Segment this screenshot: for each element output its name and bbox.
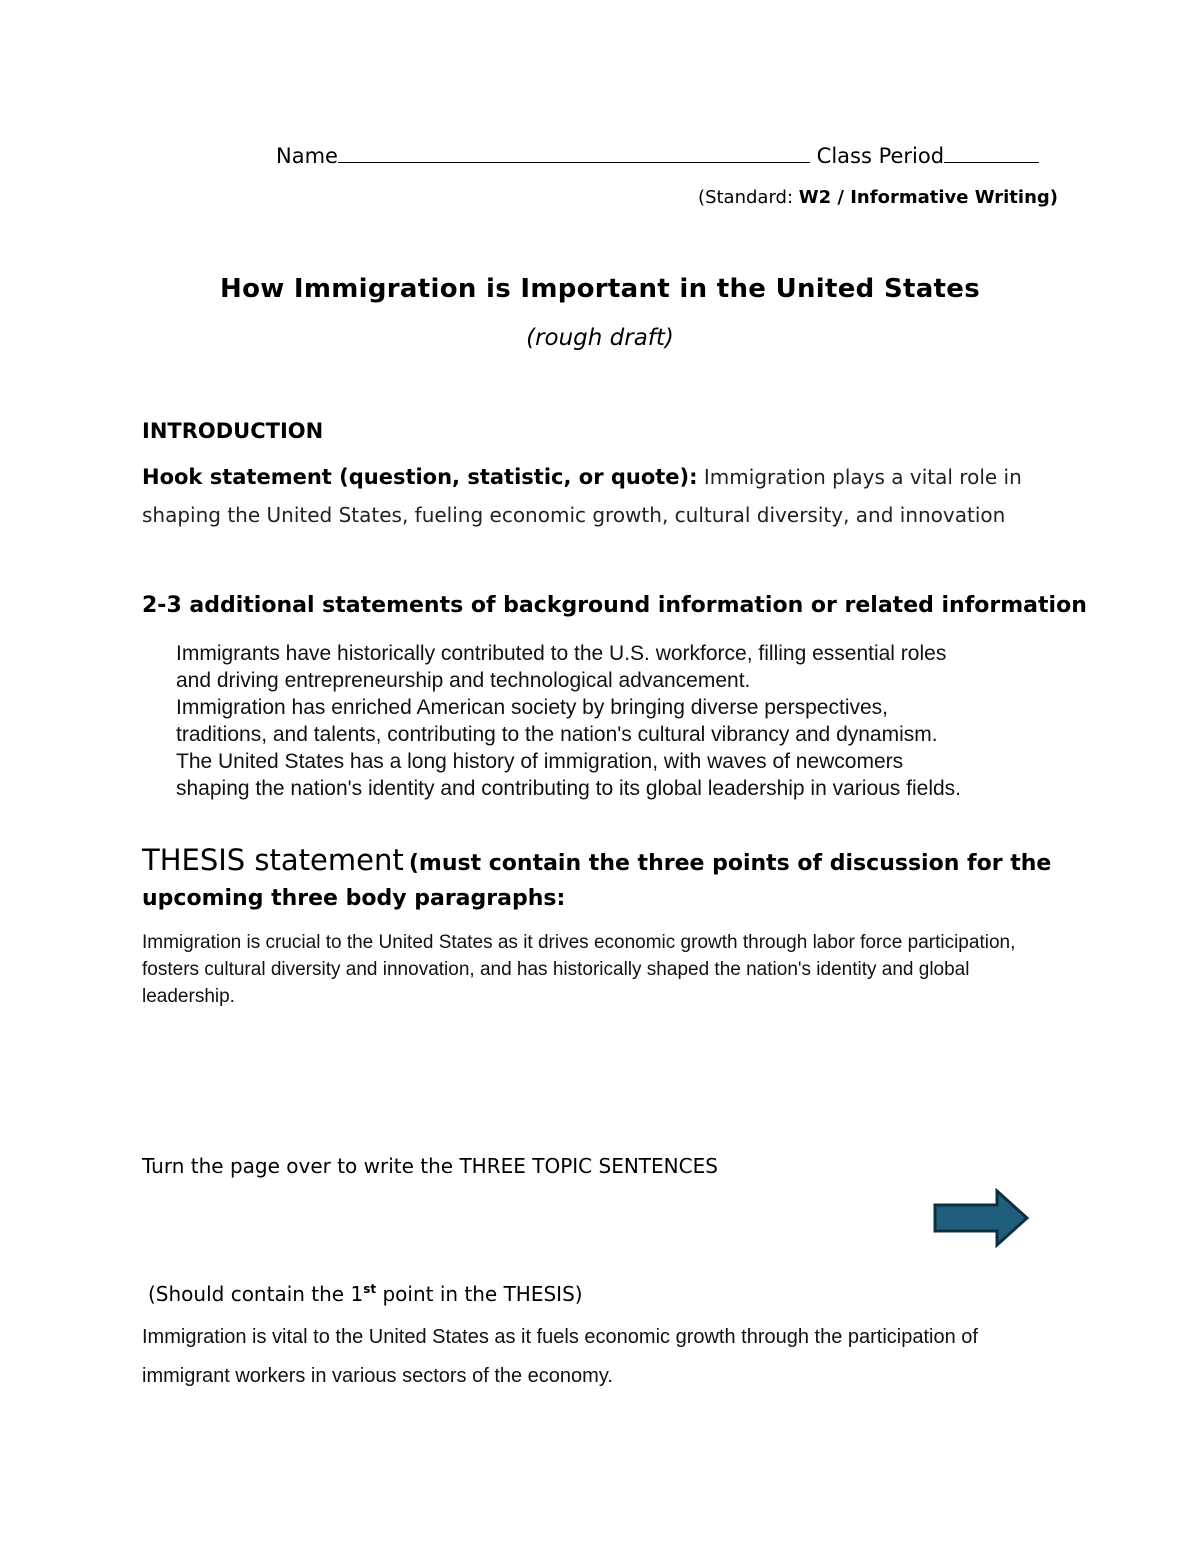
turn-page-prefix: Turn the page over to write the	[142, 1154, 460, 1178]
class-period-label: Class Period	[816, 144, 945, 168]
thesis-heading	[142, 843, 1062, 917]
thesis-heading-instruction: (must contain the three points of discussion for the upcoming three body paragraphs:	[142, 851, 1052, 911]
hook-label: Hook statement (question, statistic, or quote):	[142, 465, 698, 489]
page-subtitle: (rough draft)	[526, 325, 674, 351]
name-blank	[338, 143, 810, 163]
background-line: traditions, and talents, contributing to the nation's cultural vibrancy and dynamism.	[176, 723, 938, 746]
first-point-instruction	[148, 1280, 583, 1308]
first-point-prefix: (Should contain the 1	[148, 1282, 364, 1306]
background-statements	[176, 640, 1076, 802]
class-period-blank	[944, 143, 1039, 163]
background-line: and driving entrepreneurship and technological advancement.	[176, 669, 751, 692]
page-title: How Immigration is Important in the United States	[220, 274, 980, 304]
thesis-heading-main: THESIS statement	[142, 843, 404, 877]
background-line: Immigrants have historically contributed to the U.S. workforce, filling essential roles	[176, 642, 947, 665]
name-class-header	[276, 143, 1039, 169]
standard-line	[698, 186, 1058, 210]
background-line: The United States has a long history of immigration, with waves of newcomers	[176, 750, 904, 773]
name-label: Name	[276, 144, 338, 168]
turn-page-instruction	[142, 1152, 718, 1180]
first-topic-sentence: Immigration is vital to the United States as it fuels economic growth through the participation of immigrant workers in various sectors of the economy.	[142, 1326, 978, 1387]
first-point-superscript: st	[363, 1282, 377, 1296]
standard-value: W2 / Informative Writing)	[798, 187, 1058, 208]
background-line: Immigration has enriched American society by bringing diverse perspectives,	[176, 696, 889, 719]
turn-page-emphasis: THREE TOPIC SENTENCES	[459, 1154, 718, 1178]
background-line: shaping the nation's identity and contributing to its global leadership in various fields.	[176, 777, 961, 800]
background-heading: 2-3 additional statements of background information or related information	[142, 593, 1087, 618]
right-arrow-icon	[932, 1188, 1030, 1248]
hook-text: Immigration plays a vital role in shaping the United States, fueling economic growth, cultural diversity, and innovation	[142, 465, 1022, 527]
thesis-text: Immigration is crucial to the United States as it drives economic growth through labor force participation, fosters cultural diversity and innovation, and has historically shaped the nation's identity and global leadership.	[142, 932, 1016, 1007]
introduction-heading: INTRODUCTION	[142, 419, 324, 443]
hook-statement	[142, 458, 1072, 534]
standard-prefix: (Standard:	[698, 187, 799, 208]
first-point-suffix: point in the THESIS)	[376, 1282, 583, 1306]
